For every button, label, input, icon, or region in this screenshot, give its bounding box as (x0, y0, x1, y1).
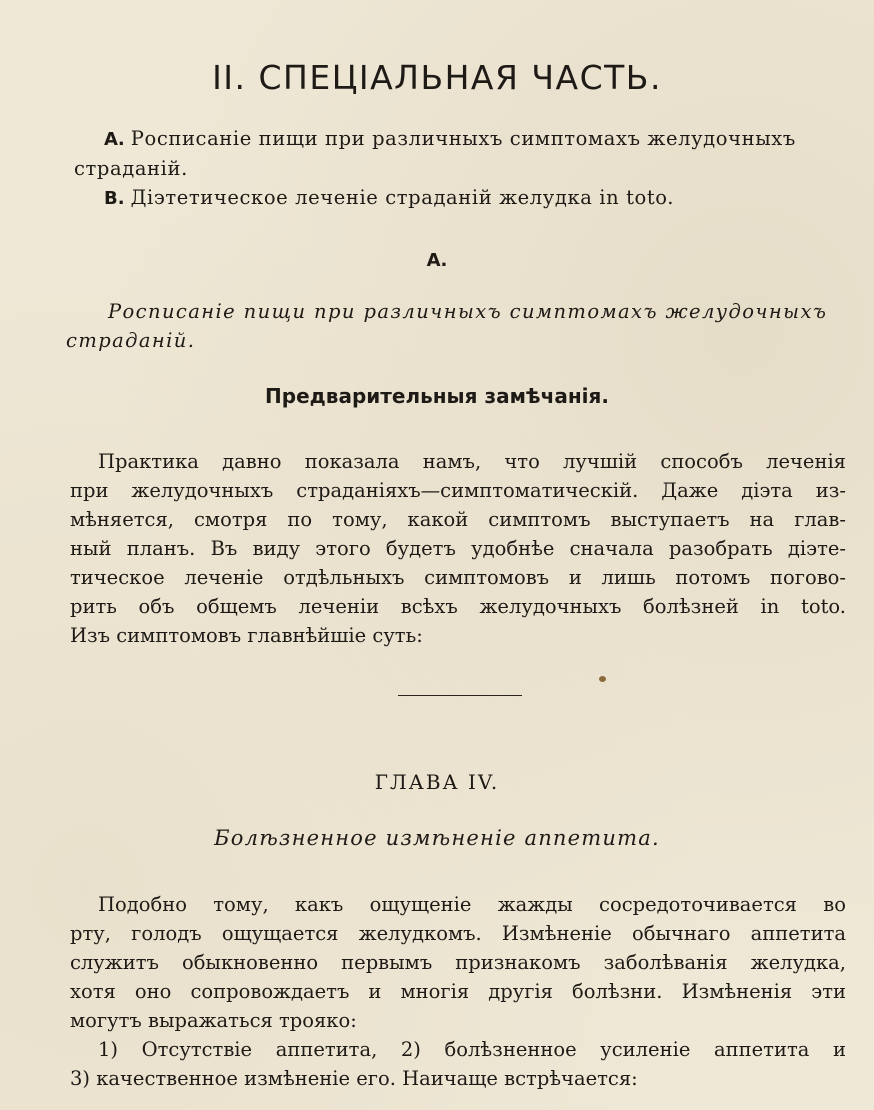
toc-item-b (74, 183, 844, 213)
toc-letter: А. (104, 129, 125, 150)
text-line: хотя оно сопровождаетъ и многія другія болѣзни. Измѣненія эти (70, 980, 846, 1003)
section-title-line: Росписаніе пищи при различныхъ симптомахъ желудочныхъ (108, 300, 828, 323)
toc-text: Росписаніе пищи при различныхъ симптомахъ желудочныхъ страданій. (74, 127, 796, 180)
text-line: Практика давно показала намъ, что лучшій способъ леченія (98, 450, 846, 473)
text-line: Подобно тому, какъ ощущеніе жажды сосредоточивается во (98, 893, 846, 916)
section-letter: А. (426, 250, 448, 271)
toc-item-a (74, 124, 844, 183)
text-line: рту, голодъ ощущается желудкомъ. Измѣненіе обычнаго аппетита (70, 922, 846, 945)
text-line: Изъ симптомовъ главнѣйшіе суть: (70, 624, 423, 647)
text-line: 1) Отсутствіе аппетита, 2) болѣзненное усиленіе аппетита и (98, 1038, 846, 1061)
text-line: тическое леченіе отдѣльныхъ симптомовъ и лишь потомъ погово- (70, 566, 846, 589)
text-line: ный планъ. Въ виду этого будетъ удобнѣе сначала разобрать діэте- (70, 537, 846, 560)
preliminary-heading: Предварительныя замѣчанія. (265, 384, 609, 408)
text-line: служитъ обыкновенно первымъ признакомъ заболѣванія желудка, (70, 951, 846, 974)
chapter-subtitle: Болѣзненное измѣненіе аппетита. (214, 826, 660, 850)
toc-letter: B. (104, 188, 125, 209)
toc-text: Діэтетическое леченіе страданій желудка in toto. (130, 186, 675, 209)
text-line: могутъ выражаться трояко: (70, 1009, 357, 1032)
paper-stain (599, 676, 606, 682)
preliminary-paragraph (70, 447, 846, 650)
chapter-paragraph (70, 890, 846, 1093)
text-line: мѣняется, смотря по тому, какой симптомъ выступаетъ на глав- (70, 508, 846, 531)
text-line: при желудочныхъ страданіяхъ—симптоматическій. Даже діэта из- (70, 479, 846, 502)
section-title-line: страданій. (66, 329, 196, 352)
text-line: рить объ общемъ леченіи всѣхъ желудочныхъ болѣзней in toto. (70, 595, 846, 618)
chapter-title: ГЛАВА IV. (374, 770, 500, 794)
section-title (66, 297, 842, 355)
part-title: II. СПЕЦІАЛЬНАЯ ЧАСТЬ. (212, 58, 662, 97)
section-divider (398, 695, 522, 696)
text-line: 3) качественное измѣненіе его. Наичаще встрѣчается: (70, 1067, 638, 1090)
